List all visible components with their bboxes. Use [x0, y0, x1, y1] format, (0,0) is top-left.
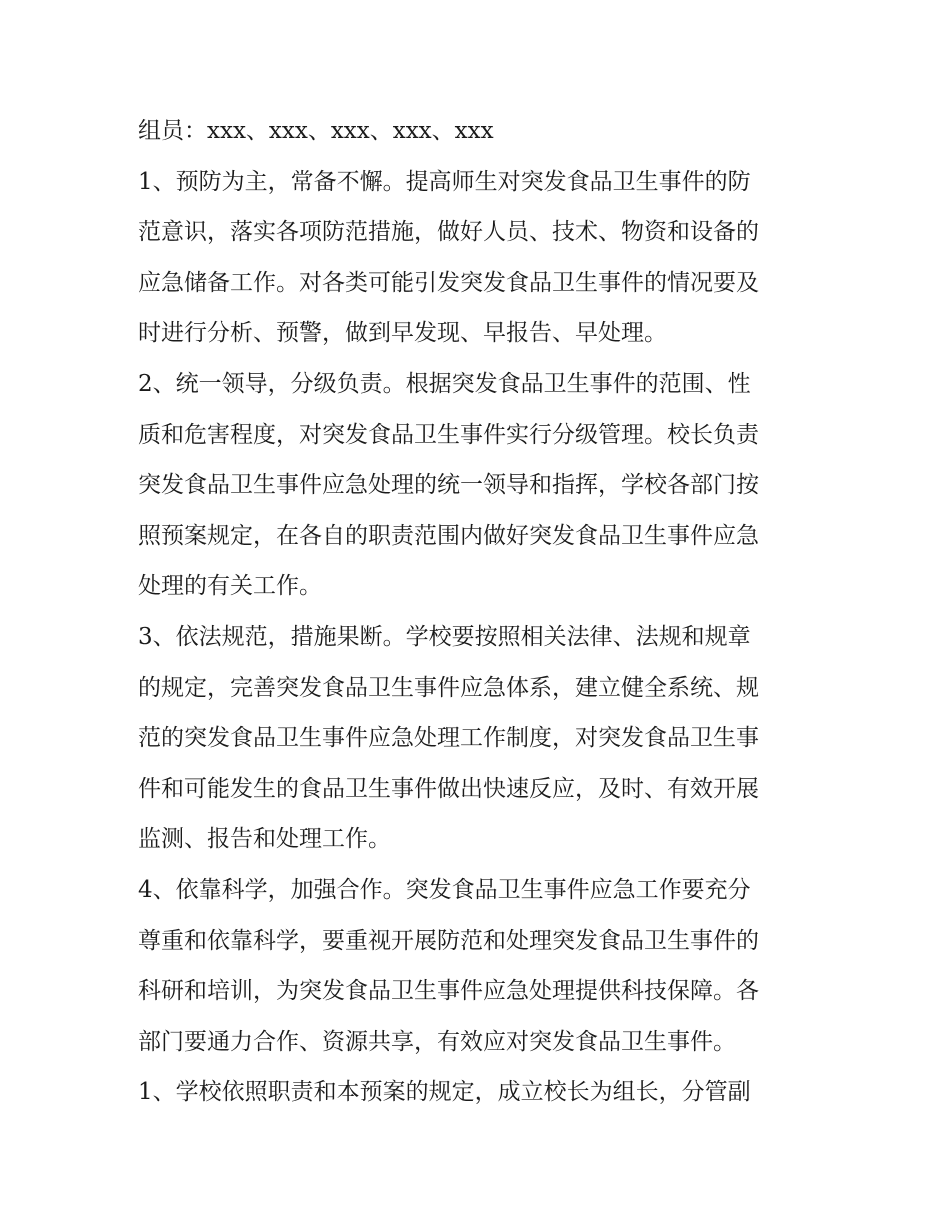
text-line: 部门要通力合作、资源共享，有效应对突发食品卫生事件。: [138, 1028, 736, 1055]
text-line: 突发食品卫生事件应急处理的统一领导和指挥，学校各部门按: [138, 472, 759, 499]
text-line: 科研和培训，为突发食品卫生事件应急处理提供科技保障。各: [138, 978, 759, 1005]
text-line: 照预案规定，在各自的职责范围内做好突发食品卫生事件应急: [138, 522, 759, 549]
text-line: 2、统一领导，分级负责。根据突发食品卫生事件的范围、性: [138, 370, 751, 397]
text-line: 应急储备工作。对各类可能引发突发食品卫生事件的情况要及: [138, 269, 759, 296]
text-line: 时进行分析、预警，做到早发现、早报告、早处理。: [138, 320, 667, 347]
text-line: 4、依靠科学，加强合作。突发食品卫生事件应急工作要充分: [138, 876, 751, 903]
text-line: 监测、报告和处理工作。: [138, 826, 391, 853]
text-line: 尊重和依靠科学，要重视开展防范和处理突发食品卫生事件的: [138, 927, 759, 954]
text-line: 范的突发食品卫生事件应急处理工作制度，对突发食品卫生事: [138, 725, 759, 752]
text-line: 件和可能发生的食品卫生事件做出快速反应，及时、有效开展: [138, 775, 759, 802]
text-line: 处理的有关工作。: [138, 573, 322, 600]
text-line: 3、依法规范，措施果断。学校要按照相关法律、法规和规章: [138, 623, 751, 650]
text-line: 1、学校依照职责和本预案的规定，成立校长为组长，分管副: [138, 1079, 751, 1106]
members-line: 组员：xxx、xxx、xxx、xxx、xxx: [138, 118, 494, 144]
text-line: 1、预防为主，常备不懈。提高师生对突发食品卫生事件的防: [138, 168, 751, 195]
text-line: 质和危害程度，对突发食品卫生事件实行分级管理。校长负责: [138, 421, 759, 448]
text-line: 的规定，完善突发食品卫生事件应急体系，建立健全系统、规: [138, 674, 759, 701]
document-body: [138, 111, 818, 1123]
text-line: 范意识，落实各项防范措施，做好人员、技术、物资和设备的: [138, 219, 759, 246]
